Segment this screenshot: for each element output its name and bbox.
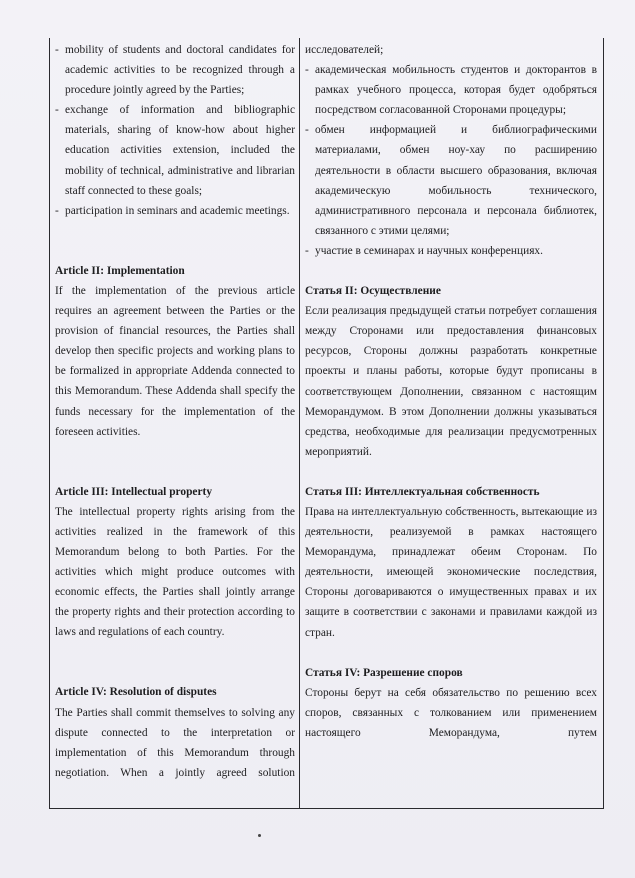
article-3-text-ru: Права на интеллектуальную собственность, вытекающие из деятельности, реализуемой в рамках настоящего Меморандума, принадлежат обеим Сторонам. По деятельности, имеющей экономические последствия, Стороны договариваются о имущественных правах и их защите в соответствии с законами и правилами каждой из стран. — [305, 505, 597, 639]
article-2-text-ru: Если реализация предыдущей статьи потребует соглашения между Сторонами или предоставления финансовых ресурсов, Стороны должны разработать конкретные проекты и планы работы, которые будут прописаны в соответствующем Дополнении, связанном с настоящим Меморандумом. В этом Дополнении должны указываться средства, необходимые для реализации предусмотренных мероприятий. — [305, 305, 597, 458]
list-item: - обмен информацией и библиографическими материалами, обмен ноу-хау по расширению деятельности в области высшего образования, включая академическую мобильность технического, административного персонала и персонала библиотек, связанного с этими целями; — [305, 120, 597, 241]
english-cooperation-list — [55, 40, 295, 221]
continuation-text-ru: исследователей; — [305, 44, 384, 56]
russian-cooperation-list — [305, 60, 597, 261]
article-3-heading-ru: Статья III: Интеллектуальная собственность — [305, 485, 540, 498]
list-item: - академическая мобильность студентов и докторантов в рамках учебного процесса, которая будет одобряться посредством согласованной Сторонами процедуры; — [305, 60, 597, 120]
list-item: - participation in seminars and academic meetings. — [55, 201, 295, 221]
article-3-text-en: The intellectual property rights arising from the activities realized in the framework of this Memorandum belong to both Parties. For the activities which might produce outcomes with economic effects, the Parties shall jointly arrange the property rights and their protection according to laws and regulations of each country. — [55, 505, 295, 639]
list-item: - exchange of information and bibliographic materials, sharing of know-how about higher education activities extension, included the mobility of technical, administrative and librarian staff connected to these goals; — [55, 100, 295, 200]
list-item: - mobility of students and doctoral candidates for academic activities to be recognized through a procedure jointly agreed by the Parties; — [55, 40, 295, 100]
article-3-heading-en: Article III: Intellectual property — [55, 485, 213, 498]
column-divider — [299, 38, 300, 809]
scan-speck — [258, 834, 261, 837]
english-column — [55, 40, 295, 783]
russian-column — [305, 40, 597, 743]
list-item: - участие в семинарах и научных конференциях. — [305, 241, 597, 261]
article-4-text-ru: Стороны берут на себя обязательство по решению всех споров, связанных с толкованием или применением настоящего Меморандума, путем — [305, 686, 597, 739]
article-2-text-en: If the implementation of the previous article requires an agreement between the Parties or the provision of financial resources, the Parties shall develop then specific projects and working plans to be formalized in appropriate Addenda connected to this Memorandum. These Addenda shall specify the funds necessary for the implementation of the foreseen activities. — [55, 284, 295, 438]
article-4-heading-en: Article IV: Resolution of disputes — [55, 686, 217, 699]
article-4-text-en: The Parties shall commit themselves to solving any dispute connected to the interpretation or implementation of this Memorandum through negotiation. When a jointly agreed solution — [55, 706, 295, 779]
article-2-heading-en: Article II: Implementation — [55, 264, 185, 277]
article-2-heading-ru: Статья II: Осуществление — [305, 285, 441, 298]
article-4-heading-ru: Статья IV: Разрешение споров — [305, 666, 463, 679]
